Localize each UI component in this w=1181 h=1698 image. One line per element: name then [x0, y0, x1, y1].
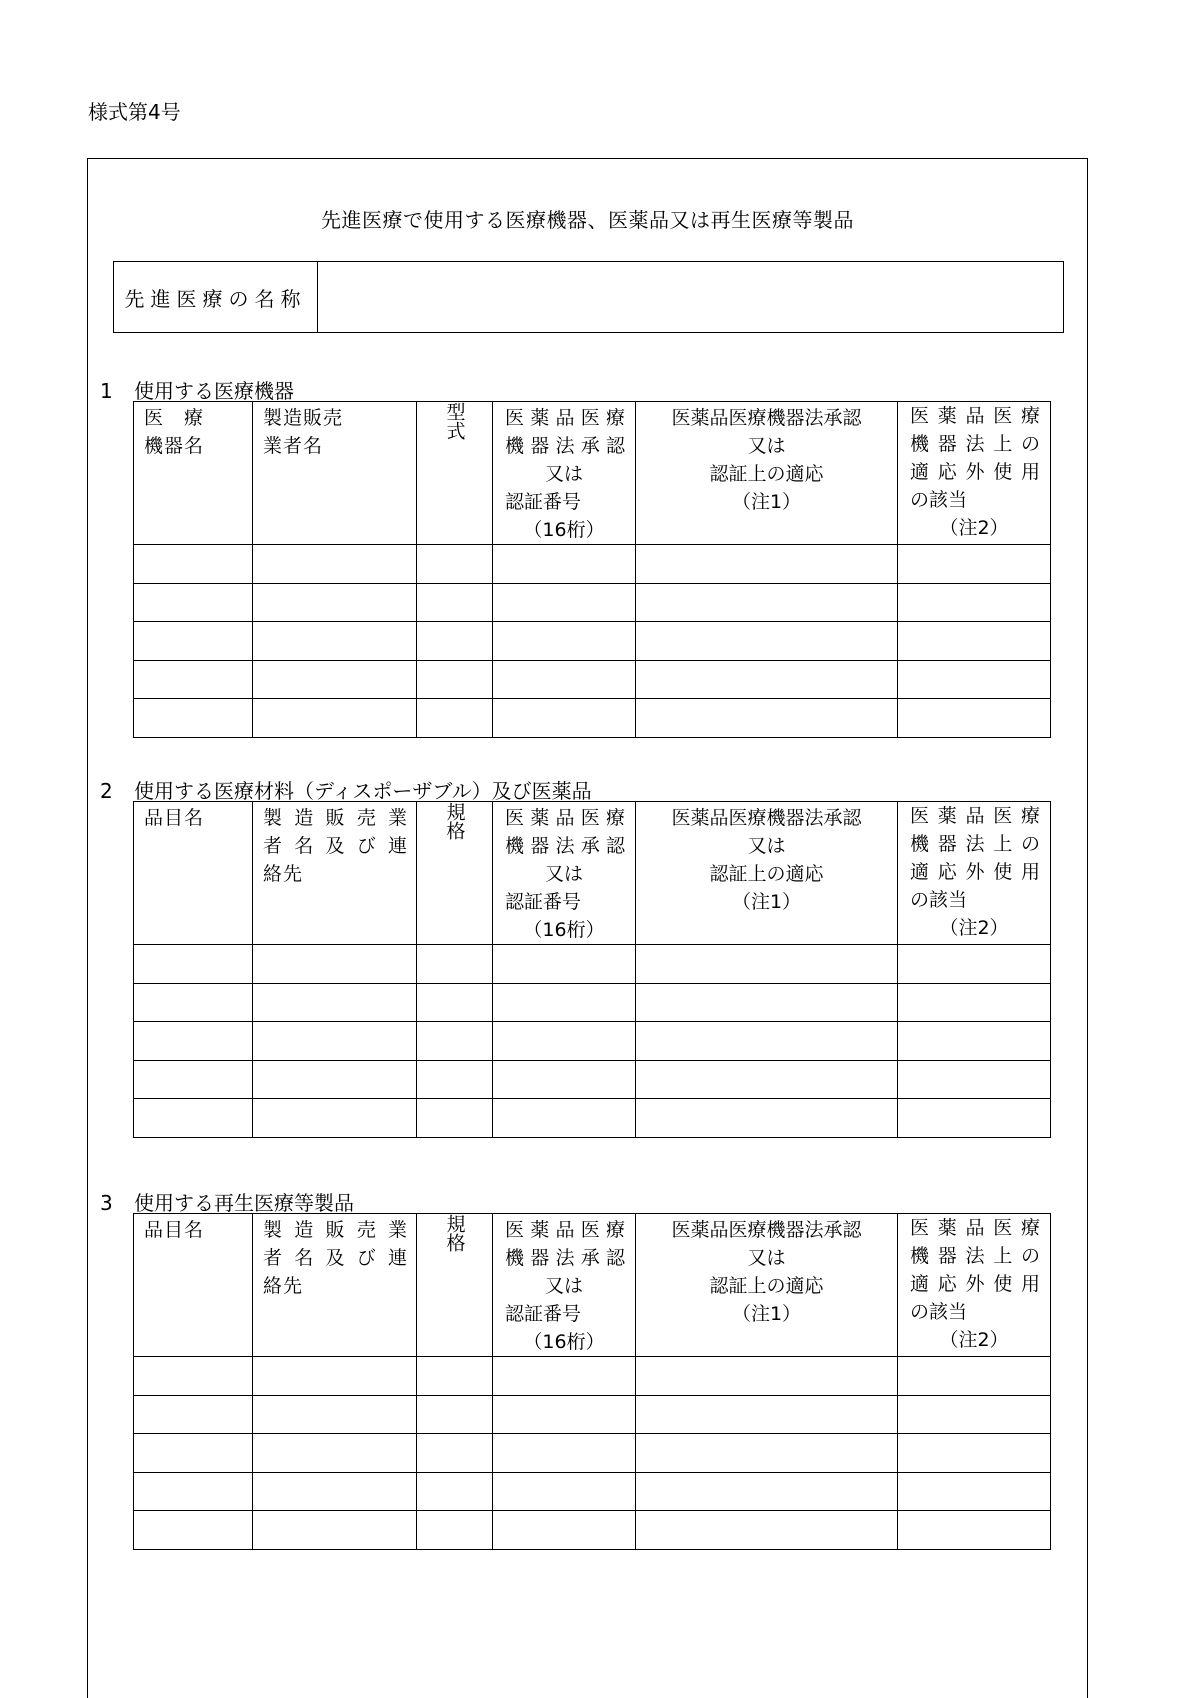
header-off-label-use	[898, 402, 1051, 545]
table-row	[134, 1434, 1051, 1473]
table-cell[interactable]	[134, 945, 253, 984]
table-cell[interactable]	[417, 660, 493, 699]
table-cell[interactable]	[253, 660, 417, 699]
header-off-label-use	[898, 802, 1051, 945]
section-number: 2	[100, 779, 113, 803]
header-line: 医薬品医療	[910, 1217, 1040, 1239]
table-cell[interactable]	[134, 1434, 253, 1473]
header-line: 業者名	[263, 435, 324, 457]
table-row	[134, 622, 1051, 661]
table-cell[interactable]	[636, 1357, 898, 1396]
section-heading	[100, 775, 592, 804]
table-cell[interactable]	[134, 1060, 253, 1099]
header-line: 又は	[544, 1275, 583, 1297]
table-cell[interactable]	[134, 699, 253, 738]
table-cell[interactable]	[253, 1511, 417, 1550]
header-line: 又は	[544, 463, 583, 485]
table-cell[interactable]	[134, 1511, 253, 1550]
header-model	[417, 802, 493, 945]
header-line: 又は	[747, 435, 786, 457]
header-line: 者名及び連	[263, 1247, 408, 1269]
header-manufacturer	[253, 802, 417, 945]
table-cell[interactable]	[134, 1357, 253, 1396]
table-cell[interactable]	[898, 1022, 1051, 1061]
table-cell[interactable]	[898, 660, 1051, 699]
header-approval-number	[493, 1214, 636, 1357]
table-cell[interactable]	[636, 545, 898, 584]
header-line: 認証上の適応	[709, 863, 824, 885]
table-row	[134, 1395, 1051, 1434]
section-table	[133, 1213, 1051, 1550]
header-line: 機器法承認	[505, 435, 625, 457]
table-cell[interactable]	[493, 1511, 636, 1550]
table-cell[interactable]	[898, 983, 1051, 1022]
header-line: 医薬品医療	[910, 805, 1040, 827]
header-line: （注2）	[939, 1329, 1009, 1351]
section-number: 3	[100, 1191, 113, 1215]
header-line: 機器法上の	[910, 1245, 1040, 1267]
table-cell[interactable]	[417, 1395, 493, 1434]
table-row	[134, 1099, 1051, 1138]
header-line: （16桁）	[523, 919, 605, 941]
section-table	[133, 401, 1051, 738]
table-header-row	[134, 1214, 1051, 1357]
table-cell[interactable]	[493, 583, 636, 622]
header-line: （注1）	[731, 891, 802, 913]
table-cell[interactable]	[898, 1060, 1051, 1099]
header-approval-number	[493, 402, 636, 545]
table-row	[134, 1511, 1051, 1550]
header-approved-indication	[636, 1214, 898, 1357]
header-line: 認証上の適応	[709, 463, 824, 485]
table-cell[interactable]	[417, 1357, 493, 1396]
table-cell[interactable]	[636, 983, 898, 1022]
table-cell[interactable]	[493, 622, 636, 661]
table-cell[interactable]	[636, 1022, 898, 1061]
header-line: 者名及び連	[263, 835, 408, 857]
header-line: の該当	[910, 489, 968, 511]
header-line: 品目名	[144, 1219, 205, 1241]
table-cell[interactable]	[134, 1395, 253, 1434]
table-cell[interactable]	[898, 699, 1051, 738]
table-cell[interactable]	[493, 945, 636, 984]
table-cell[interactable]	[493, 545, 636, 584]
table-cell[interactable]	[493, 1099, 636, 1138]
table-cell[interactable]	[898, 583, 1051, 622]
table-cell[interactable]	[898, 1434, 1051, 1473]
header-line: 絡先	[263, 1275, 304, 1297]
table-cell[interactable]	[253, 583, 417, 622]
table-cell[interactable]	[253, 1099, 417, 1138]
header-line: 医薬品医療	[505, 407, 625, 429]
table-row	[134, 1357, 1051, 1396]
table-cell[interactable]	[898, 1357, 1051, 1396]
header-line: 適応外使用	[910, 1273, 1040, 1295]
header-line: 医 療	[144, 407, 205, 429]
section-heading	[100, 375, 294, 404]
table-cell[interactable]	[636, 660, 898, 699]
header-line: 製造販売	[263, 407, 344, 429]
table-cell[interactable]	[493, 699, 636, 738]
header-approved-indication	[636, 402, 898, 545]
table-cell[interactable]	[898, 1099, 1051, 1138]
table-row	[134, 583, 1051, 622]
table-cell[interactable]	[417, 1472, 493, 1511]
table-cell[interactable]	[493, 1022, 636, 1061]
table-cell[interactable]	[636, 1395, 898, 1434]
header-line: （注2）	[939, 917, 1009, 939]
header-line: 医薬品医療機器法承認	[671, 1219, 862, 1241]
header-line: 又は	[747, 1247, 786, 1269]
table-cell[interactable]	[253, 945, 417, 984]
header-line: （注1）	[731, 1303, 802, 1325]
header-item-name	[134, 802, 253, 945]
header-line: （注1）	[731, 491, 802, 513]
section-title: 使用する医療機器	[134, 379, 294, 403]
header-line: 医薬品医療	[505, 1219, 625, 1241]
table-cell[interactable]	[493, 1434, 636, 1473]
table-cell[interactable]	[417, 622, 493, 661]
header-line: （16桁）	[523, 1331, 605, 1353]
header-line: 医薬品医療	[910, 405, 1040, 427]
header-model-label: 規格	[443, 1214, 466, 1252]
header-line: 医薬品医療	[505, 807, 625, 829]
table-cell[interactable]	[134, 1472, 253, 1511]
table-cell[interactable]	[134, 583, 253, 622]
table-cell[interactable]	[493, 1357, 636, 1396]
table-cell[interactable]	[898, 1511, 1051, 1550]
table-cell[interactable]	[253, 545, 417, 584]
header-manufacturer	[253, 1214, 417, 1357]
table-cell[interactable]	[253, 622, 417, 661]
section-table	[133, 801, 1051, 1138]
table-cell[interactable]	[417, 545, 493, 584]
table-cell[interactable]	[636, 699, 898, 738]
table-cell[interactable]	[636, 1472, 898, 1511]
header-line: 適応外使用	[910, 861, 1040, 883]
header-line: 医薬品医療機器法承認	[671, 807, 862, 829]
table-cell[interactable]	[493, 660, 636, 699]
table-header-row	[134, 402, 1051, 545]
table-cell[interactable]	[253, 983, 417, 1022]
technology-name-field[interactable]	[318, 262, 1063, 332]
table-header-row	[134, 802, 1051, 945]
header-line: 機器法上の	[910, 833, 1040, 855]
table-cell[interactable]	[253, 1357, 417, 1396]
table-cell[interactable]	[253, 1395, 417, 1434]
header-line: 機器法上の	[910, 433, 1040, 455]
table-cell[interactable]	[898, 945, 1051, 984]
header-line: 認証番号	[505, 891, 582, 913]
table-cell[interactable]	[417, 1022, 493, 1061]
table-cell[interactable]	[898, 545, 1051, 584]
header-line: 又は	[747, 835, 786, 857]
table-row	[134, 945, 1051, 984]
section-number: 1	[100, 379, 113, 403]
table-cell[interactable]	[417, 1511, 493, 1550]
header-item-name	[134, 1214, 253, 1357]
header-off-label-use	[898, 1214, 1051, 1357]
table-cell[interactable]	[253, 699, 417, 738]
table-cell[interactable]	[636, 583, 898, 622]
table-cell[interactable]	[417, 1099, 493, 1138]
table-row	[134, 545, 1051, 584]
header-item-name	[134, 402, 253, 545]
header-approval-number	[493, 802, 636, 945]
header-line: 絡先	[263, 863, 304, 885]
table-cell[interactable]	[898, 622, 1051, 661]
section-heading	[100, 1187, 354, 1216]
table-cell[interactable]	[898, 1472, 1051, 1511]
table-cell[interactable]	[253, 1060, 417, 1099]
section-title: 使用する医療材料（ディスポーザブル）及び医薬品	[134, 779, 592, 803]
header-line: 機器法承認	[505, 1247, 625, 1269]
table-cell[interactable]	[636, 1060, 898, 1099]
header-model	[417, 1214, 493, 1357]
header-line: 又は	[544, 863, 583, 885]
technology-name-label: 先進医療の名称	[114, 262, 318, 332]
header-line: 認証番号	[505, 1303, 582, 1325]
table-cell[interactable]	[417, 983, 493, 1022]
table-cell[interactable]	[636, 1434, 898, 1473]
table-row	[134, 1022, 1051, 1061]
table-cell[interactable]	[253, 1022, 417, 1061]
table-cell[interactable]	[636, 1511, 898, 1550]
header-line: の該当	[910, 1301, 968, 1323]
table-cell[interactable]	[417, 1434, 493, 1473]
header-manufacturer	[253, 402, 417, 545]
table-row	[134, 699, 1051, 738]
technology-name-table	[113, 261, 1064, 333]
header-line: 製造販売業	[263, 1219, 408, 1241]
header-line: 製造販売業	[263, 807, 408, 829]
table-row	[134, 660, 1051, 699]
header-model-label: 規格	[443, 802, 466, 840]
table-cell[interactable]	[493, 1395, 636, 1434]
table-cell[interactable]	[636, 622, 898, 661]
header-model-label: 型式	[443, 402, 466, 440]
table-row	[134, 1472, 1051, 1511]
table-cell[interactable]	[493, 1060, 636, 1099]
table-cell[interactable]	[253, 1472, 417, 1511]
header-line: の該当	[910, 889, 968, 911]
header-line: （16桁）	[523, 519, 605, 541]
table-cell[interactable]	[134, 660, 253, 699]
table-cell[interactable]	[134, 1099, 253, 1138]
header-line: 品目名	[144, 807, 205, 829]
table-cell[interactable]	[898, 1395, 1051, 1434]
header-line: 認証番号	[505, 491, 582, 513]
header-line: 認証上の適応	[709, 1275, 824, 1297]
table-cell[interactable]	[253, 1434, 417, 1473]
table-row	[134, 1060, 1051, 1099]
table-cell[interactable]	[417, 945, 493, 984]
header-line: 機器法承認	[505, 835, 625, 857]
table-cell[interactable]	[134, 622, 253, 661]
table-cell[interactable]	[636, 945, 898, 984]
table-cell[interactable]	[134, 1022, 253, 1061]
table-cell[interactable]	[134, 983, 253, 1022]
header-line: 医薬品医療機器法承認	[671, 407, 862, 429]
header-line: 機器名	[144, 435, 205, 457]
table-cell[interactable]	[493, 1472, 636, 1511]
header-approved-indication	[636, 802, 898, 945]
table-cell[interactable]	[417, 699, 493, 738]
table-cell[interactable]	[493, 983, 636, 1022]
table-cell[interactable]	[636, 1099, 898, 1138]
table-cell[interactable]	[134, 545, 253, 584]
header-line: 適応外使用	[910, 461, 1040, 483]
header-line: （注2）	[939, 517, 1009, 539]
header-model	[417, 402, 493, 545]
table-cell[interactable]	[417, 583, 493, 622]
document-title: 先進医療で使用する医療機器、医薬品又は再生医療等製品	[321, 208, 854, 232]
table-cell[interactable]	[417, 1060, 493, 1099]
section-title: 使用する再生医療等製品	[134, 1191, 354, 1215]
table-row	[134, 983, 1051, 1022]
form-number: 様式第4号	[88, 100, 181, 124]
